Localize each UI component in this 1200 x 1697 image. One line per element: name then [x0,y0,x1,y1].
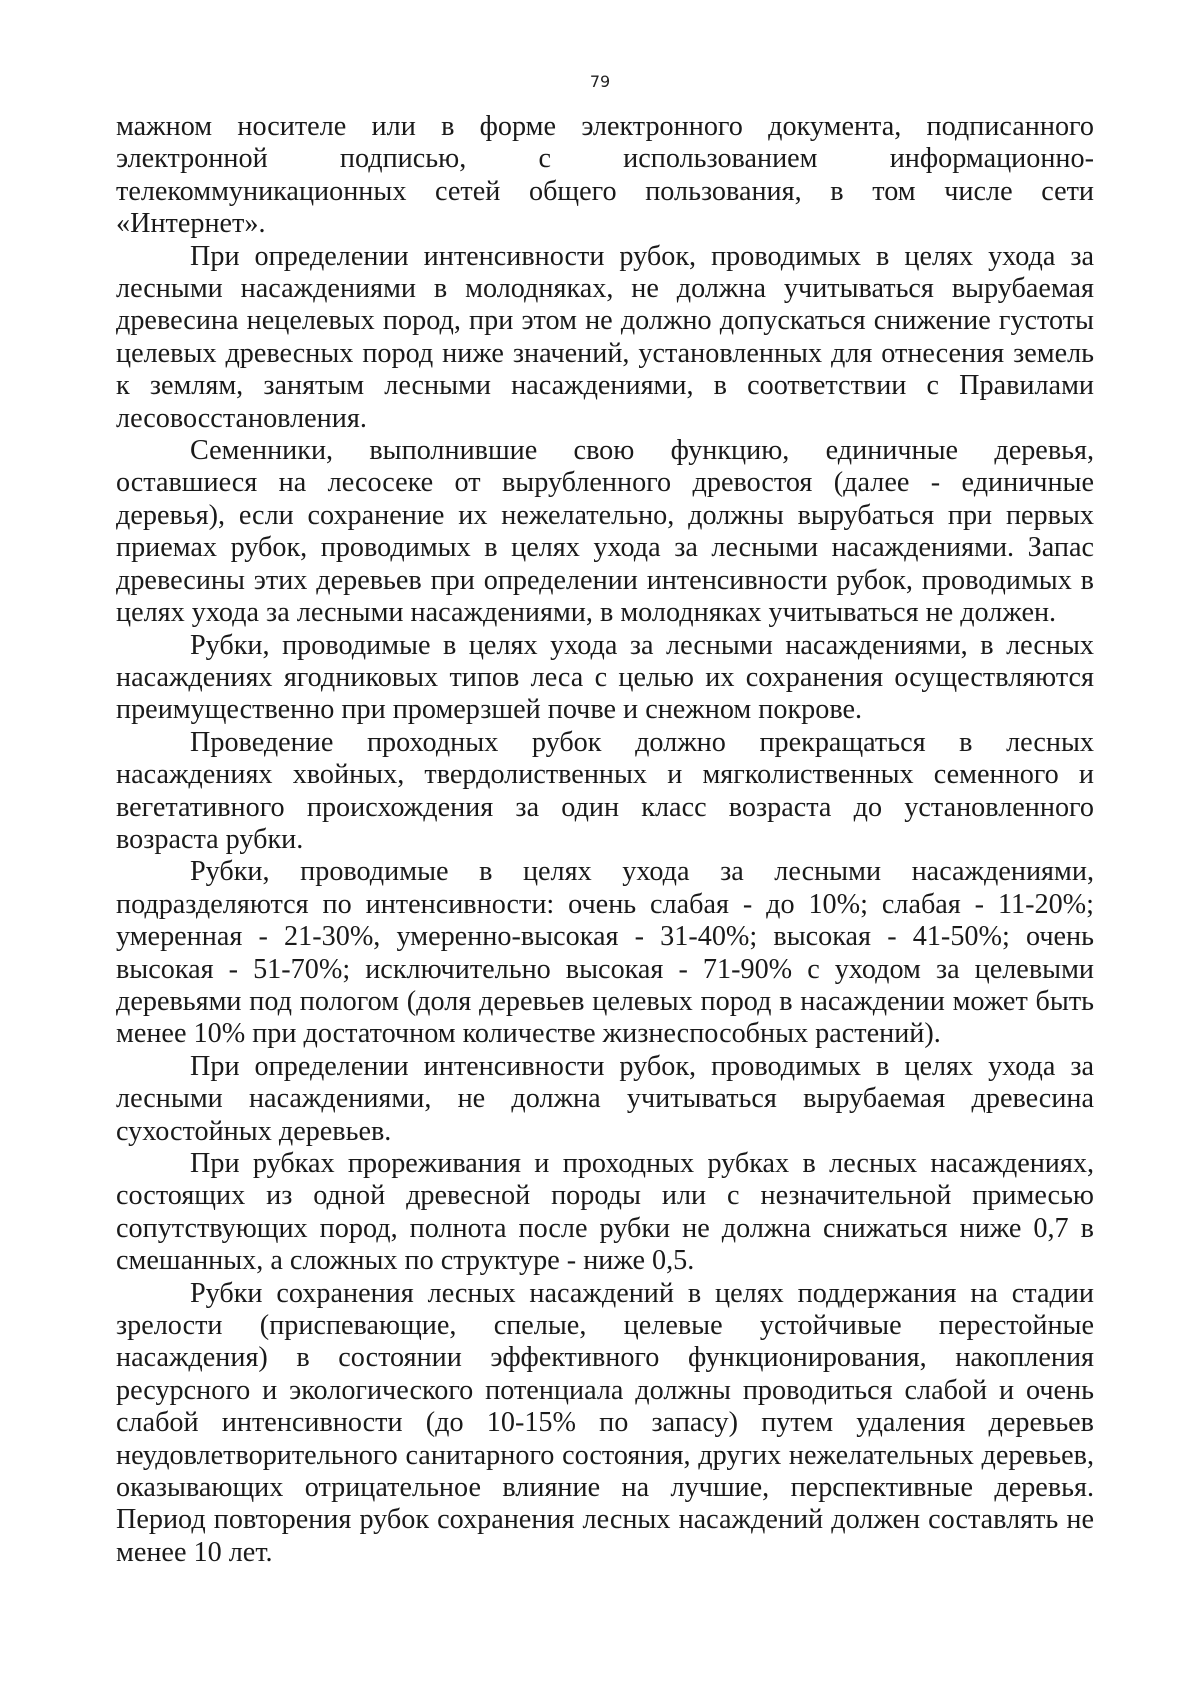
paragraph: Рубки, проводимые в целях ухода за лесными насаждениями, в лесных насаждениях ягодниковых типов леса с целью их сохранения осуществляются преимущественно при промерзшей почве и снежном покрове. [116,629,1094,726]
paragraph: При рубках прореживания и проходных рубках в лесных насаждениях, состоящих из одной древесной породы или с незначительной примесью сопутствующих пород, полнота после рубки не должна снижаться ниже 0,7 в смешанных, а сложных по структуре - ниже 0,5. [116,1148,1094,1277]
paragraph: При определении интенсивности рубок, проводимых в целях ухода за лесными насаждениями в молодняках, не должна учитываться вырубаемая древесина нецелевых пород, при этом не должно допускаться снижение густоты целевых древесных пород ниже значений, установленных для отнесения земель к землям, занятым лесными насаждениями, в соответствии с Правилами лесовосстановления. [116,240,1094,434]
document-body [116,111,1094,1569]
paragraph: Рубки сохранения лесных насаждений в целях поддержания на стадии зрелости (приспевающие, спелые, целевые устойчивые перестойные насаждения) в состоянии эффективного функционирования, накопления ресурсного и экологического потенциала должны проводиться слабой и очень слабой интенсивности (до 10-15% по запасу) путем удаления деревьев неудовлетворительного санитарного состояния, других нежелательных деревьев, оказывающих отрицательное влияние на лучшие, перспективные деревья. Период повторения рубок сохранения лесных насаждений должен составлять не менее 10 лет. [116,1277,1094,1568]
paragraph: Семенники, выполнившие свою функцию, единичные деревья, оставшиеся на лесосеке от вырубленного древостоя (далее - единичные деревья), если сохранение их нежелательно, должны вырубаться при первых приемах рубок, проводимых в целях ухода за лесными насаждениями. Запас древесины этих деревьев при определении интенсивности рубок, проводимых в целях ухода за лесными насаждениями, в молодняках учитываться не должен. [116,435,1094,629]
paragraph: При определении интенсивности рубок, проводимых в целях ухода за лесными насаждениями, не должна учитываться вырубаемая древесина сухостойных деревьев. [116,1050,1094,1147]
page-number: 79 [589,72,611,91]
paragraph: Проведение проходных рубок должно прекращаться в лесных насаждениях хвойных, твердолиственных и мягколиственных семенного и вегетативного происхождения за один класс возраста до установленного возраста рубки. [116,726,1094,855]
paragraph-continuation: мажном носителе или в форме электронного документа, подписанного электронной подписью, с использованием информационно-телекоммуникационных сетей общего пользования, в том числе сети «Интернет». [116,111,1094,240]
paragraph: Рубки, проводимые в целях ухода за лесными насаждениями, подразделяются по интенсивности: очень слабая - до 10%; слабая - 11-20%; умеренная - 21-30%, умеренно-высокая - 31-40%; высокая - 41-50%; очень высокая - 51-70%; исключительно высокая - 71-90% с уходом за целевыми деревьями под пологом (доля деревьев целевых пород в насаждении может быть менее 10% при достаточном количестве жизнеспособных растений). [116,856,1094,1050]
